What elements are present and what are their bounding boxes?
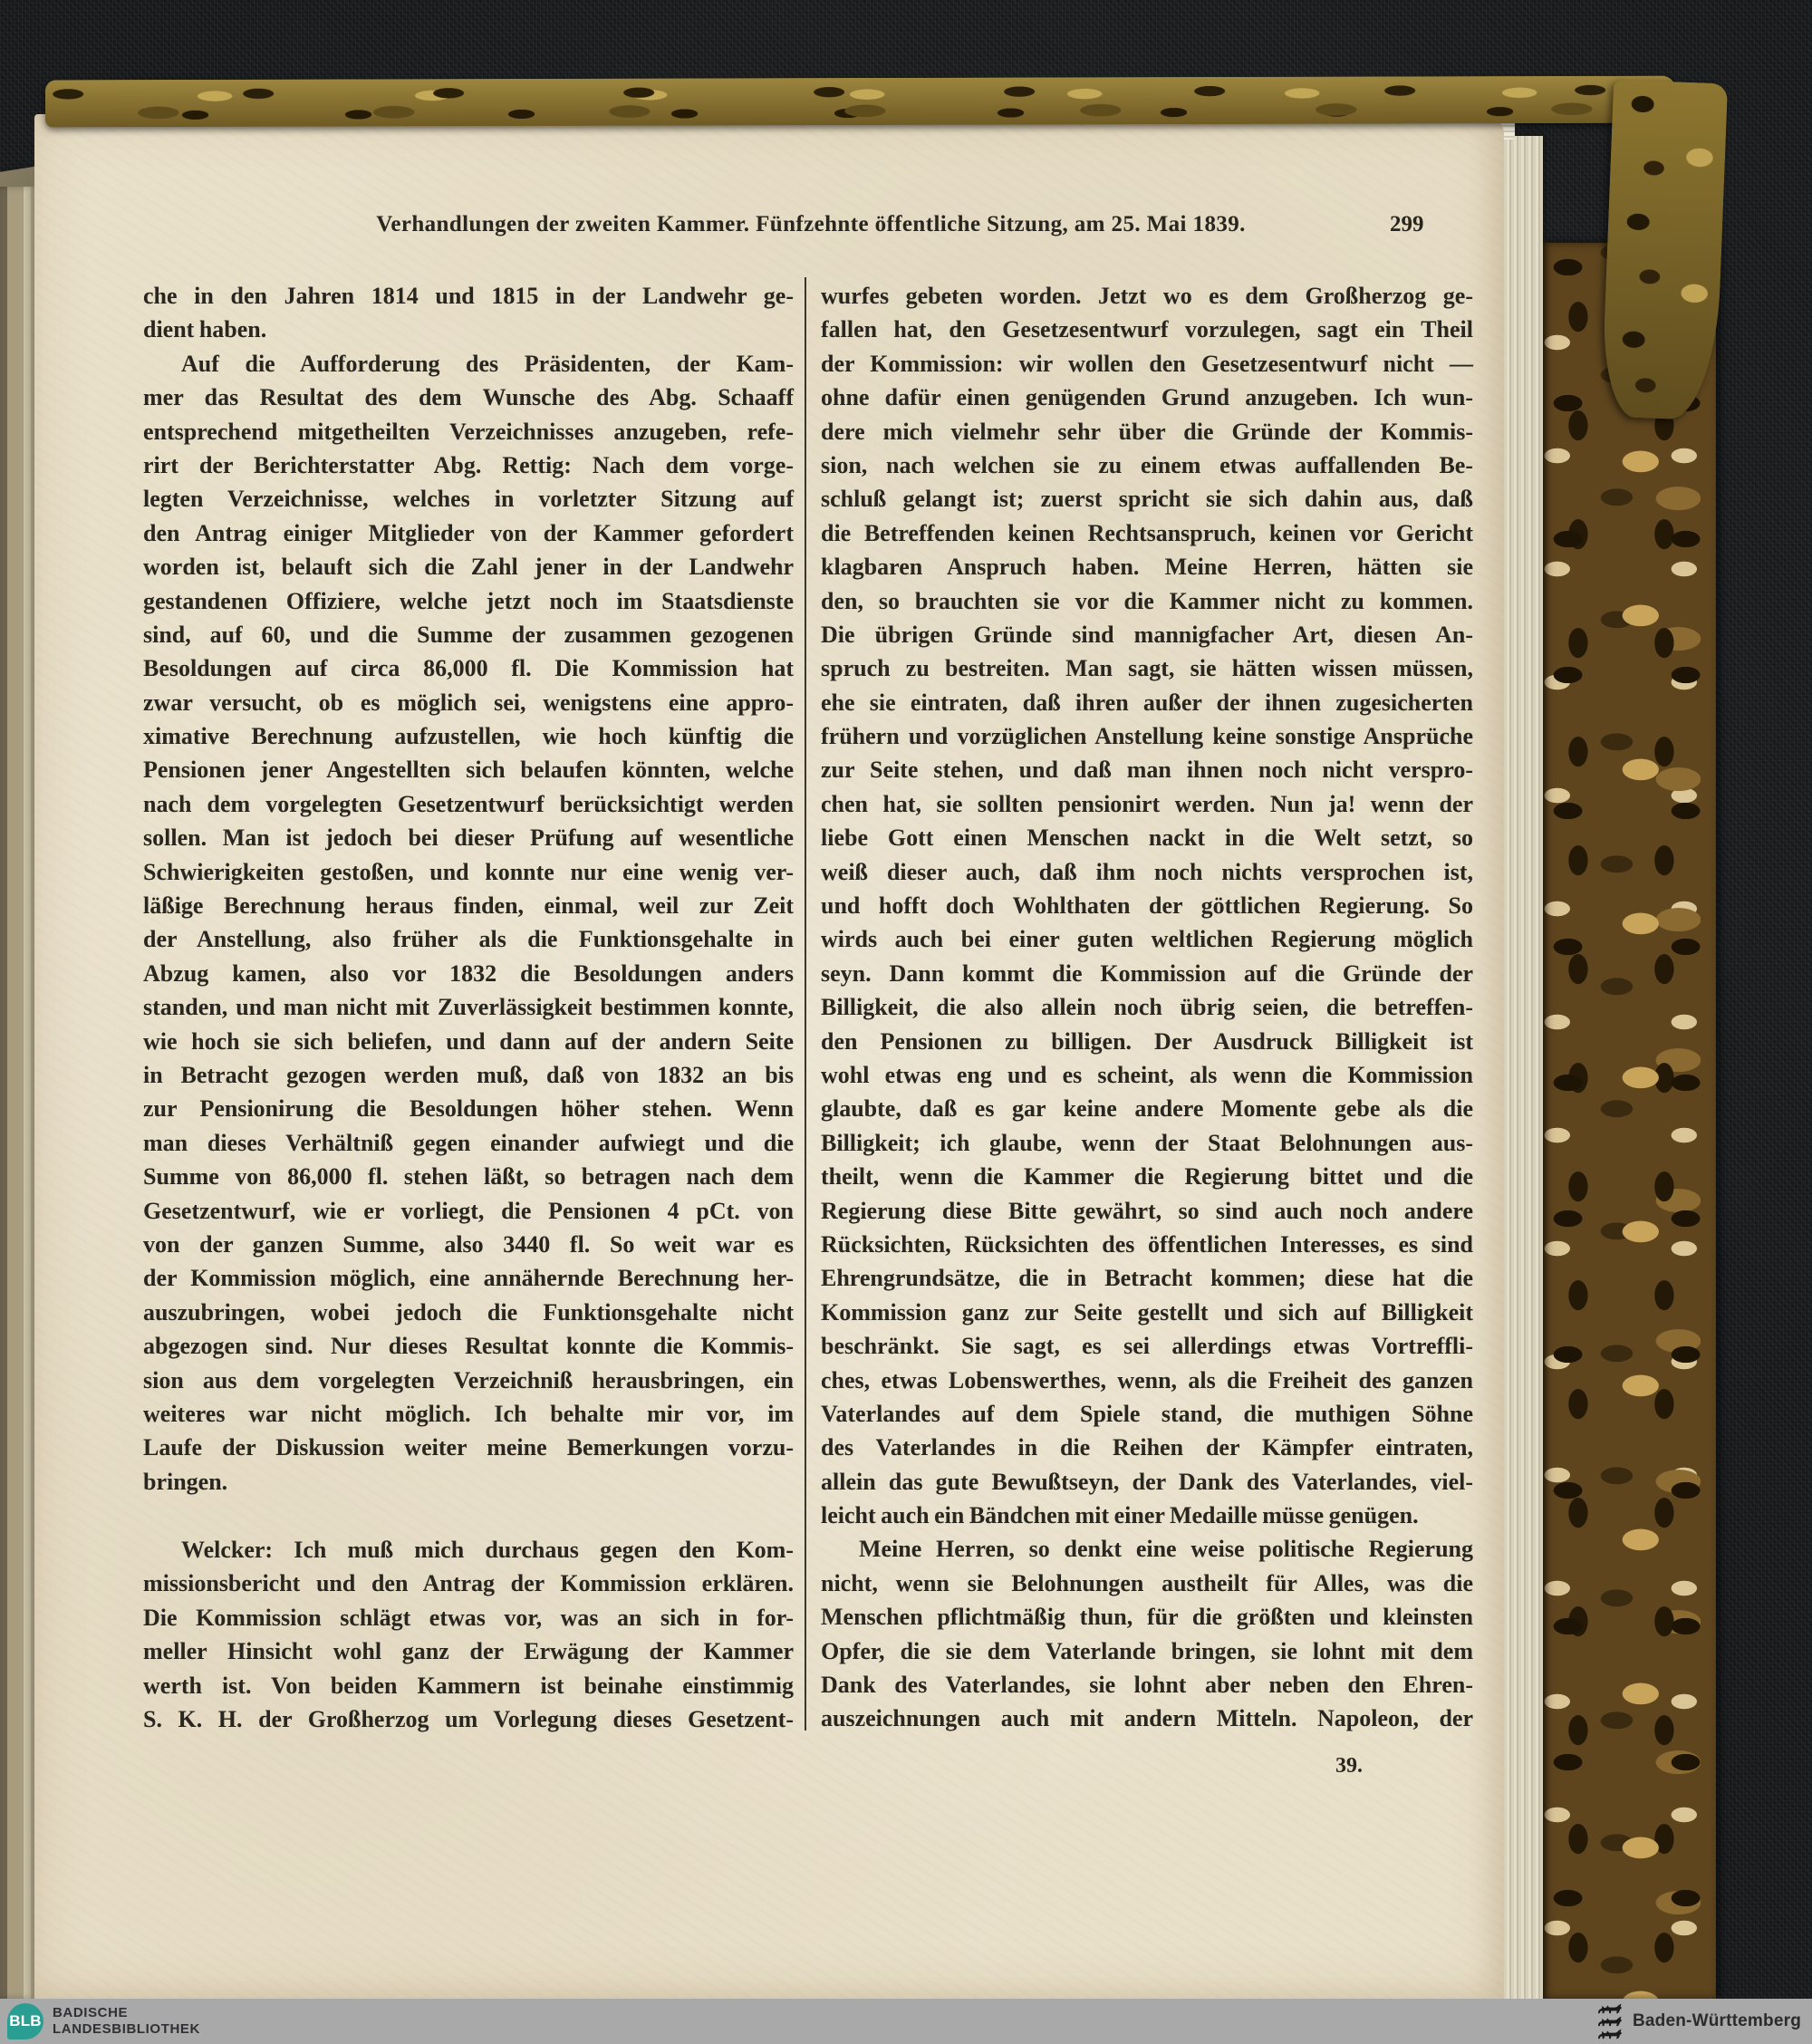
text-line: den Pensionen zu billigen. Der Ausdruck Billigkeit ist	[821, 1027, 1473, 1055]
text-line: liebe Gott einen Menschen nackt in die Welt setzt, so	[821, 824, 1473, 852]
text-line: Schwierigkeiten gestoßen, und konnte nur eine wenig ver-	[143, 858, 794, 885]
text-line: Menschen pflichtmäßig thun, für die größten und kleinsten	[821, 1604, 1473, 1631]
text-line: bringen.	[143, 1468, 228, 1495]
text-line: wurfes gebeten worden. Jetzt wo es dem Großherzog ge-	[821, 283, 1473, 309]
text-line: beschränkt. Sie sagt, es sei allerdings etwas Vortreffli-	[821, 1333, 1473, 1360]
text-line: ches, etwas Lobenswerthes, wenn, als die Freiheit des ganzen	[821, 1366, 1473, 1393]
text-line: der Kommission: wir wollen den Gesetzesentwurf nicht —	[821, 350, 1473, 377]
library-logo-icon: BLB	[7, 2003, 43, 2039]
text-line: klagbaren Anspruch haben. Meine Herren, hätten sie	[821, 554, 1473, 581]
text-line: Billigkeit, die also allein noch übrig seien, die betreffen-	[821, 994, 1473, 1021]
text-line: fallen hat, den Gesetzesentwurf vorzulegen, sagt ein Theil	[821, 316, 1473, 343]
page-edge-stack-right	[1499, 136, 1543, 1999]
text-line: ximative Berechnung aufzustellen, wie hoch künftig die	[143, 723, 794, 750]
text-line: seyn. Dann kommt die Kommission auf die Gründe der	[821, 959, 1473, 987]
text-line: wie hoch sie sich beliefen, und dann auf der andern Seite	[143, 1027, 794, 1055]
text-line: frühern und vorzüglichen Anstellung keine sonstige Ansprüche	[821, 723, 1473, 750]
text-line: Abzug kamen, also vor 1832 die Besoldungen anders	[143, 959, 794, 987]
text-line: in Betracht gezogen werden muß, daß von 1832 an bis	[143, 1061, 794, 1088]
text-line: Welcker: Ich muß mich durchaus gegen den Kom-	[181, 1537, 794, 1564]
text-line: auszubringen, wobei jedoch die Funktionsgehalte nicht	[143, 1298, 794, 1326]
text-line: Regierung diese Bitte gewährt, so sind auch noch andere	[821, 1197, 1473, 1224]
text-line: entsprechend mitgetheilten Verzeichnisses anzugeben, refe-	[143, 418, 794, 445]
text-line: Vaterlandes auf dem Spiele stand, die muthigen Söhne	[821, 1400, 1473, 1427]
text-line: schluß gelangt ist; zuerst spricht sie sich dahin aus, daß	[821, 486, 1473, 513]
text-line: wohl etwas eng und es scheint, als wenn die Kommission	[821, 1061, 1473, 1088]
text-line: weiteres war nicht möglich. Ich behalte mir vor, im	[143, 1400, 794, 1427]
text-line: zwar versucht, ob es möglich sei, wenigstens eine appro-	[143, 689, 794, 716]
library-name-line2: LANDESBIBLIOTHEK	[53, 2021, 200, 2037]
text-line: Die übrigen Gründe sind mannigfacher Art, diesen An-	[821, 621, 1473, 648]
text-line: mer das Resultat des dem Wunsche des Abg. Schaaff	[143, 384, 794, 411]
text-line: standen, und man nicht mit Zuverlässigkeit bestimmen konnte,	[143, 994, 794, 1021]
text-line: Meine Herren, so denkt eine weise politische Regierung	[859, 1536, 1473, 1563]
running-head: Verhandlungen der zweiten Kammer. Fünfzehnte öffentliche Sitzung, am 25. Mai 1839.	[376, 212, 1246, 236]
text-line: dient haben.	[143, 316, 267, 343]
text-line: Laufe der Diskussion weiter meine Bemerkungen vorzu-	[143, 1434, 794, 1461]
text-line: S. K. H. der Großherzog um Vorlegung dieses Gesetzent-	[143, 1706, 794, 1733]
text-line: zur Pensionirung die Besoldungen höher stehen. Wenn	[143, 1095, 794, 1123]
signature-mark: 39.	[1335, 1754, 1363, 1778]
text-column-left	[143, 279, 794, 1736]
text-line: sion aus dem vorgelegten Verzeichniß herausbringen, ein	[143, 1366, 794, 1393]
text-line: legten Verzeichnisse, welches in vorletzter Sitzung auf	[143, 486, 794, 513]
text-line: weiß dieser auch, daß ihm noch nichts versprochen ist,	[821, 858, 1473, 885]
text-line: worden ist, belauft sich die Zahl jener in der Landwehr	[143, 554, 794, 581]
text-column-right	[821, 279, 1473, 1736]
text-line: Billigkeit; ich glaube, wenn der Staat Belohnungen aus-	[821, 1129, 1473, 1156]
text-line: nach dem vorgelegten Gesetzentwurf berücksichtigt werden	[143, 790, 794, 817]
book-cover-top-edge	[45, 76, 1676, 128]
text-line: ehe sie eintraten, daß ihren außer der ihnen zugesicherten	[821, 689, 1473, 716]
text-line: werth ist. Von beiden Kammern ist beinahe einstimmig	[143, 1672, 794, 1699]
text-line: den Antrag einiger Mitglieder von der Kammer gefordert	[143, 519, 794, 546]
text-line: Auf die Aufforderung des Präsidenten, der Kam-	[181, 350, 794, 377]
viewer-footer-bar	[0, 1999, 1812, 2044]
text-line: Summe von 86,000 fl. stehen läßt, so betragen nach dem	[143, 1163, 794, 1191]
baden-wuerttemberg-lions-icon	[1596, 2003, 1624, 2040]
text-line: Ehrengrundsätze, die in Betracht kommen; diese hat die	[821, 1265, 1473, 1292]
text-line: von der ganzen Summe, also 3440 fl. So weit war es	[143, 1230, 794, 1258]
text-line: meller Hinsicht wohl ganz der Erwägung der Kammer	[143, 1638, 794, 1665]
state-name-label: Baden-Württemberg	[1632, 2011, 1801, 2030]
text-line: sind, auf 60, und die Summe der zusammen gezogenen	[143, 621, 794, 648]
text-line: Opfer, die sie dem Vaterlande bringen, sie lohnt mit dem	[821, 1637, 1473, 1664]
text-line: Die Kommission schlägt etwas vor, was an sich in for-	[143, 1604, 794, 1631]
text-line: der Anstellung, also früher als die Funktionsgehalte in	[143, 926, 794, 953]
library-name	[53, 2005, 200, 2038]
text-line: allein das gute Bewußtseyn, der Dank des Vaterlandes, viel-	[821, 1468, 1473, 1495]
text-line: man dieses Verhältniß gegen einander aufwiegt und die	[143, 1129, 794, 1156]
text-line: chen hat, sie sollten pensionirt werden. Nun ja! wenn der	[821, 790, 1473, 817]
book-spine-edge	[0, 187, 34, 1999]
text-line: des Vaterlandes in die Reihen der Kämpfer eintraten,	[821, 1434, 1473, 1461]
text-line: leicht auch ein Bändchen mit einer Medaille müsse genügen.	[821, 1502, 1419, 1529]
text-line: zur Seite stehen, und daß man ihnen noch nicht verspro-	[821, 757, 1473, 784]
marbled-cover-board	[1542, 243, 1716, 1999]
text-line: missionsbericht und den Antrag der Kommission erklären.	[143, 1570, 794, 1597]
text-line: spruch zu bestreiten. Man sagt, sie hätten wissen müssen,	[821, 655, 1473, 682]
text-line: abgezogen sind. Nur dieses Resultat konnte die Kommis-	[143, 1333, 794, 1360]
text-line: Besoldungen auf circa 86,000 fl. Die Kommission hat	[143, 655, 794, 682]
text-line: gestandenen Offiziere, welche jetzt noch im Staatsdienste	[143, 587, 794, 614]
text-line: glaubte, daß es gar keine andere Momente gebe als die	[821, 1095, 1473, 1123]
page-number: 299	[1390, 212, 1424, 236]
text-line: der Kommission möglich, eine annähernde Berechnung her-	[143, 1265, 794, 1292]
text-line: sollen. Man ist jedoch bei dieser Prüfung auf wesentliche	[143, 824, 794, 852]
text-line: sion, nach welchen sie zu einem etwas auffallenden Be-	[821, 451, 1473, 478]
text-line: Gesetzentwurf, wie er vorliegt, die Pensionen 4 pCt. von	[143, 1197, 794, 1224]
text-line: die Betreffenden keinen Rechtsanspruch, keinen vor Gericht	[821, 519, 1473, 546]
text-line: Pensionen jener Angestellten sich belaufen könnten, welche	[143, 757, 794, 784]
text-line: Rücksichten, Rücksichten des öffentlichen Interesses, es sind	[821, 1230, 1473, 1258]
text-line: den, so brauchten sie vor die Kammer nicht zu kommen.	[821, 587, 1473, 614]
text-line: wirds auch bei einer guten weltlichen Regierung möglich	[821, 926, 1473, 953]
text-line: ohne dafür einen genügenden Grund anzugeben. Ich wun-	[821, 384, 1473, 411]
text-line: theilt, wenn die Kammer die Regierung bittet und die	[821, 1163, 1473, 1191]
text-line: che in den Jahren 1814 und 1815 in der Landwehr ge-	[143, 283, 794, 309]
text-line: und hofft doch Wohlthaten der göttlichen Regierung. So	[821, 892, 1473, 920]
text-line: nicht, wenn sie Belohnungen austheilt für Alles, was die	[821, 1569, 1473, 1596]
text-line: auszeichnungen auch mit andern Mitteln. Napoleon, der	[821, 1705, 1473, 1732]
text-line: dere mich vielmehr sehr über die Gründe der Kommis-	[821, 418, 1473, 445]
column-divider-rule	[805, 277, 806, 1731]
text-line: Kommission ganz zur Seite gestellt und sich auf Billigkeit	[821, 1298, 1473, 1326]
state-branding	[1596, 2002, 1801, 2040]
text-line: rirt der Berichterstatter Abg. Rettig: Nach dem vorge-	[143, 451, 794, 478]
text-line: Dank des Vaterlandes, sie lohnt aber neben den Ehren-	[821, 1672, 1473, 1699]
library-name-line1: BADISCHE	[53, 2005, 129, 2020]
text-line: läßige Berechnung heraus finden, einmal, weil zur Zeit	[143, 892, 794, 920]
